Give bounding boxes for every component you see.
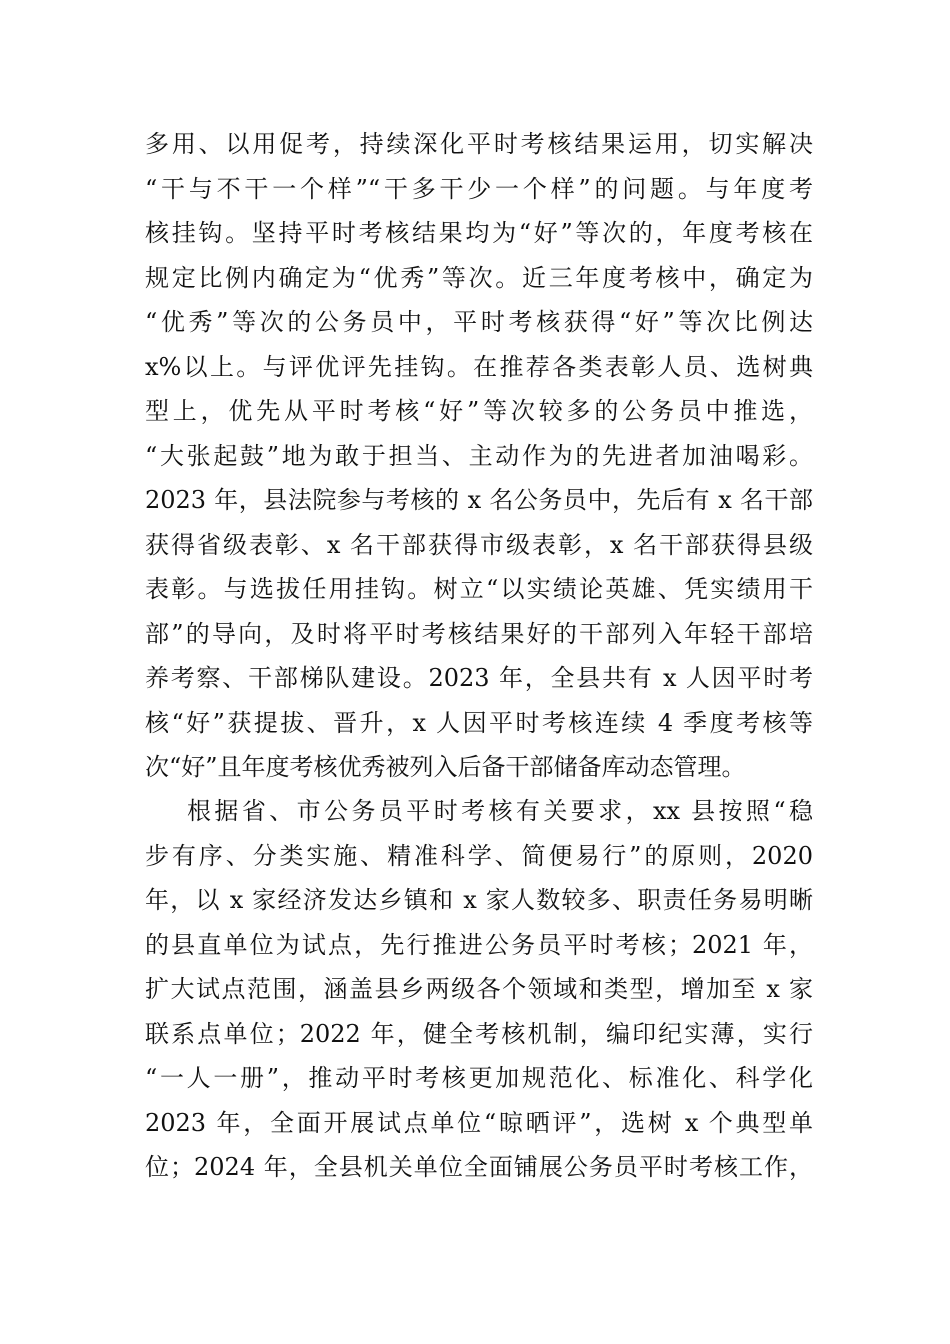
paragraph-line: 2023 年，县法院参与考核的 x 名公务员中，先后有 x 名干部 <box>145 486 813 514</box>
paragraph-line: 获得省级表彰、x 名干部获得市级表彰，x 名干部获得县级 <box>145 530 813 559</box>
paragraph-line: 表彰。与选拔任用挂钩。树立“以实绩论英雄、凭实绩用干 <box>145 575 813 603</box>
paragraph-line: 根据省、市公务员平时考核有关要求，xx 县按照“稳 <box>187 797 813 825</box>
paragraph-line: 次“好”且年度考核优秀被列入后备干部储备库动态管理。 <box>145 753 746 781</box>
paragraph-line: 养考察、干部梯队建设。2023 年，全县共有 x 人因平时考 <box>145 664 813 692</box>
paragraph-line: 部”的导向，及时将平时考核结果好的干部列入年轻干部培 <box>145 619 813 648</box>
paragraph-line: 扩大试点范围，涵盖县乡两级各个领域和类型，增加至 x 家 <box>145 975 813 1003</box>
paragraph-line: 2023 年，全面开展试点单位“晾晒评”，选树 x 个典型单 <box>145 1108 813 1137</box>
paragraph-line: “优秀”等次的公务员中，平时考核获得“好”等次比例达 <box>145 308 813 336</box>
paragraph-line: 联系点单位；2022 年，健全考核机制，编印纪实薄，实行 <box>145 1019 813 1048</box>
paragraph-line: “一人一册”，推动平时考核更加规范化、标准化、科学化 <box>145 1064 813 1092</box>
paragraph-line: 的县直单位为试点，先行推进公务员平时考核；2021 年， <box>145 930 813 959</box>
paragraph-assessment-results <box>145 122 813 790</box>
paragraph-line: 型上，优先从平时考核“好”等次较多的公务员中推选， <box>145 397 813 425</box>
paragraph-line: 规定比例内确定为“优秀”等次。近三年度考核中，确定为 <box>145 263 813 292</box>
paragraph-line: 核挂钩。坚持平时考核结果均为“好”等次的，年度考核在 <box>145 219 813 247</box>
paragraph-line: “大张起鼓”地为敢于担当、主动作为的先进者加油喝彩。 <box>145 441 813 470</box>
paragraph-line: 多用、以用促考，持续深化平时考核结果运用，切实解决 <box>145 130 813 158</box>
paragraph-line: “干与不干一个样”“干多干少一个样”的问题。与年度考 <box>145 174 813 203</box>
paragraph-line: 步有序、分类实施、精准科学、简便易行”的原则，2020 <box>145 841 813 870</box>
paragraph-line: 年，以 x 家经济发达乡镇和 x 家人数较多、职责任务易明晰 <box>145 886 813 914</box>
paragraph-line: 位；2024 年，全县机关单位全面铺展公务员平时考核工作， <box>145 1153 813 1181</box>
paragraph-pilot-rollout <box>145 789 813 1190</box>
paragraph-line: x%以上。与评优评先挂钩。在推荐各类表彰人员、选树典 <box>145 352 813 381</box>
paragraph-line: 核“好”获提拔、晋升，x 人因平时考核连续 4 季度考核等 <box>145 708 813 737</box>
